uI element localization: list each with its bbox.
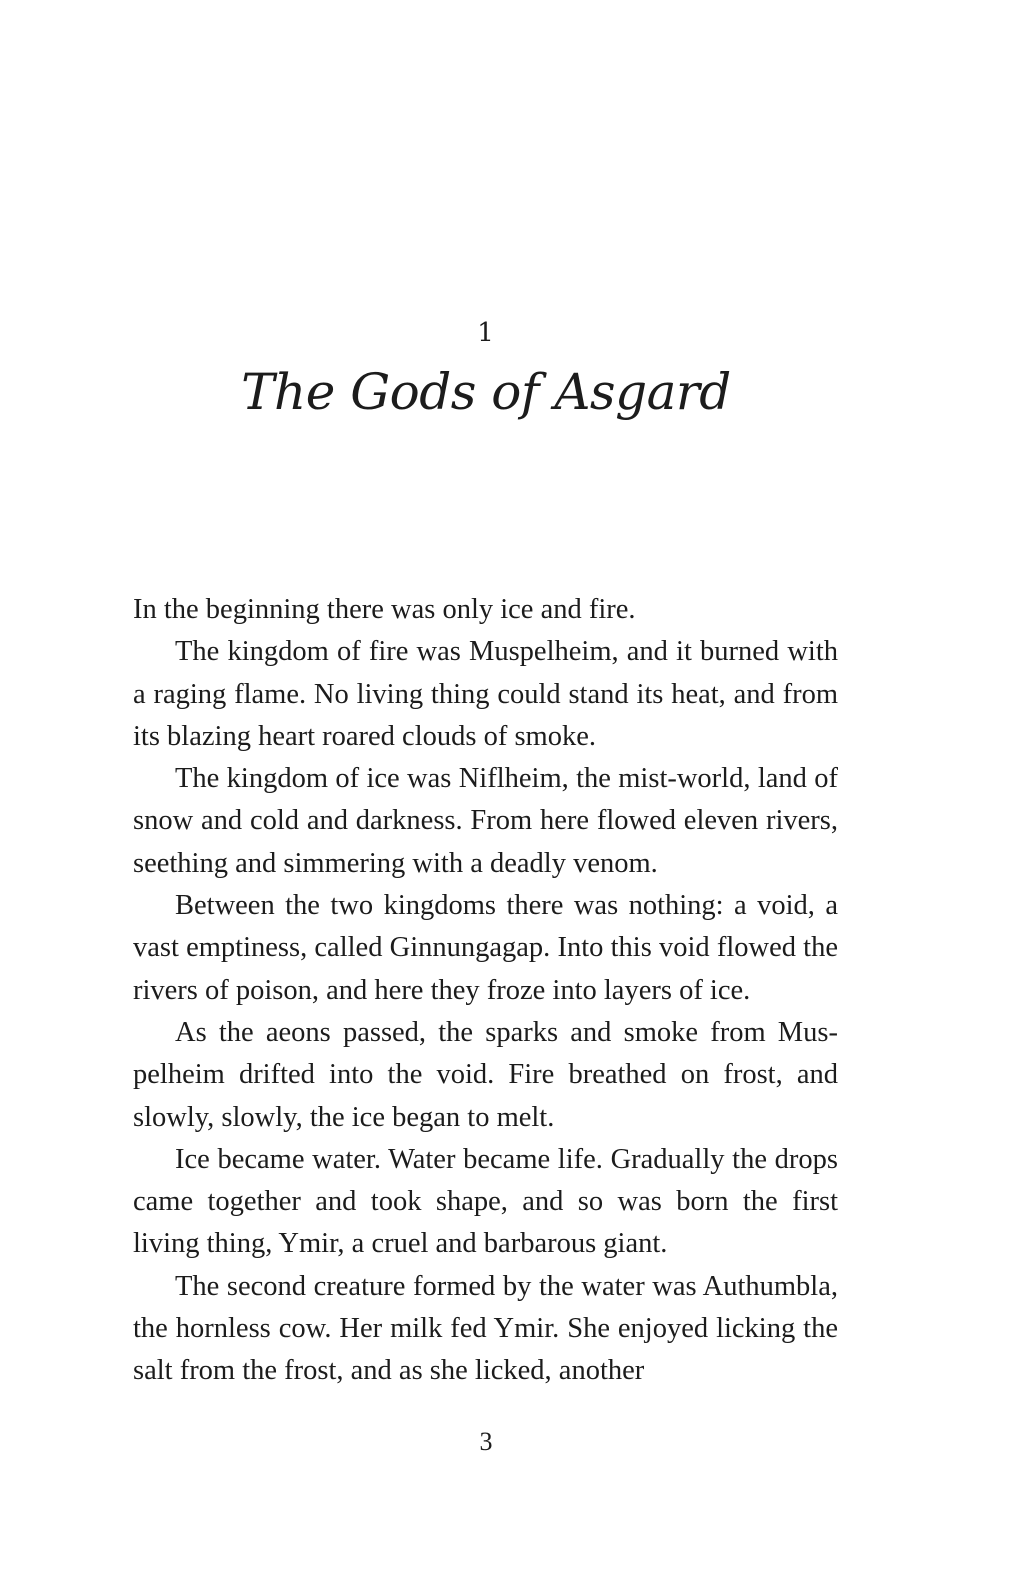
paragraph: Ice became water. Water became life. Gradually the drops came together and took shape, and so was born the first living thing, Ymir, a cruel and barbarous giant. <box>133 1143 838 1260</box>
paragraph: The kingdom of fire was Muspelheim, and it burned with a raging flame. No living thing could stand its heat, and from its blazing heart roared clouds of smoke. <box>133 636 838 752</box>
paragraph: In the beginning there was only ice and fire. <box>133 594 636 625</box>
paragraph: The second creature formed by the water was Authumbla, the hornless cow. Her milk fed Ymir. She enjoyed licking the salt from the frost, and as she licked, another <box>133 1270 838 1387</box>
paragraph: Between the two kingdoms there was nothing: a void, a vast emptiness, called Ginnungagap. Into this void flowed the rivers of poison, and here they froze into layers of ice. <box>133 890 838 1006</box>
chapter-title: The Gods of Asgard <box>241 363 731 421</box>
paragraph: The kingdom of ice was Niflheim, the mist-world, land of snow and cold and darkness. From here flowed eleven rivers, seething and simmering with a deadly venom. <box>133 763 838 879</box>
chapter-number: 1 <box>477 318 495 348</box>
page-number: 3 <box>479 1427 493 1456</box>
chapter-body <box>133 589 838 1393</box>
paragraph: As the aeons passed, the sparks and smoke from Muspelheim drifted into the void. Fire breathed on frost, and slowly, slowly, the ice began to melt. <box>133 1016 838 1133</box>
